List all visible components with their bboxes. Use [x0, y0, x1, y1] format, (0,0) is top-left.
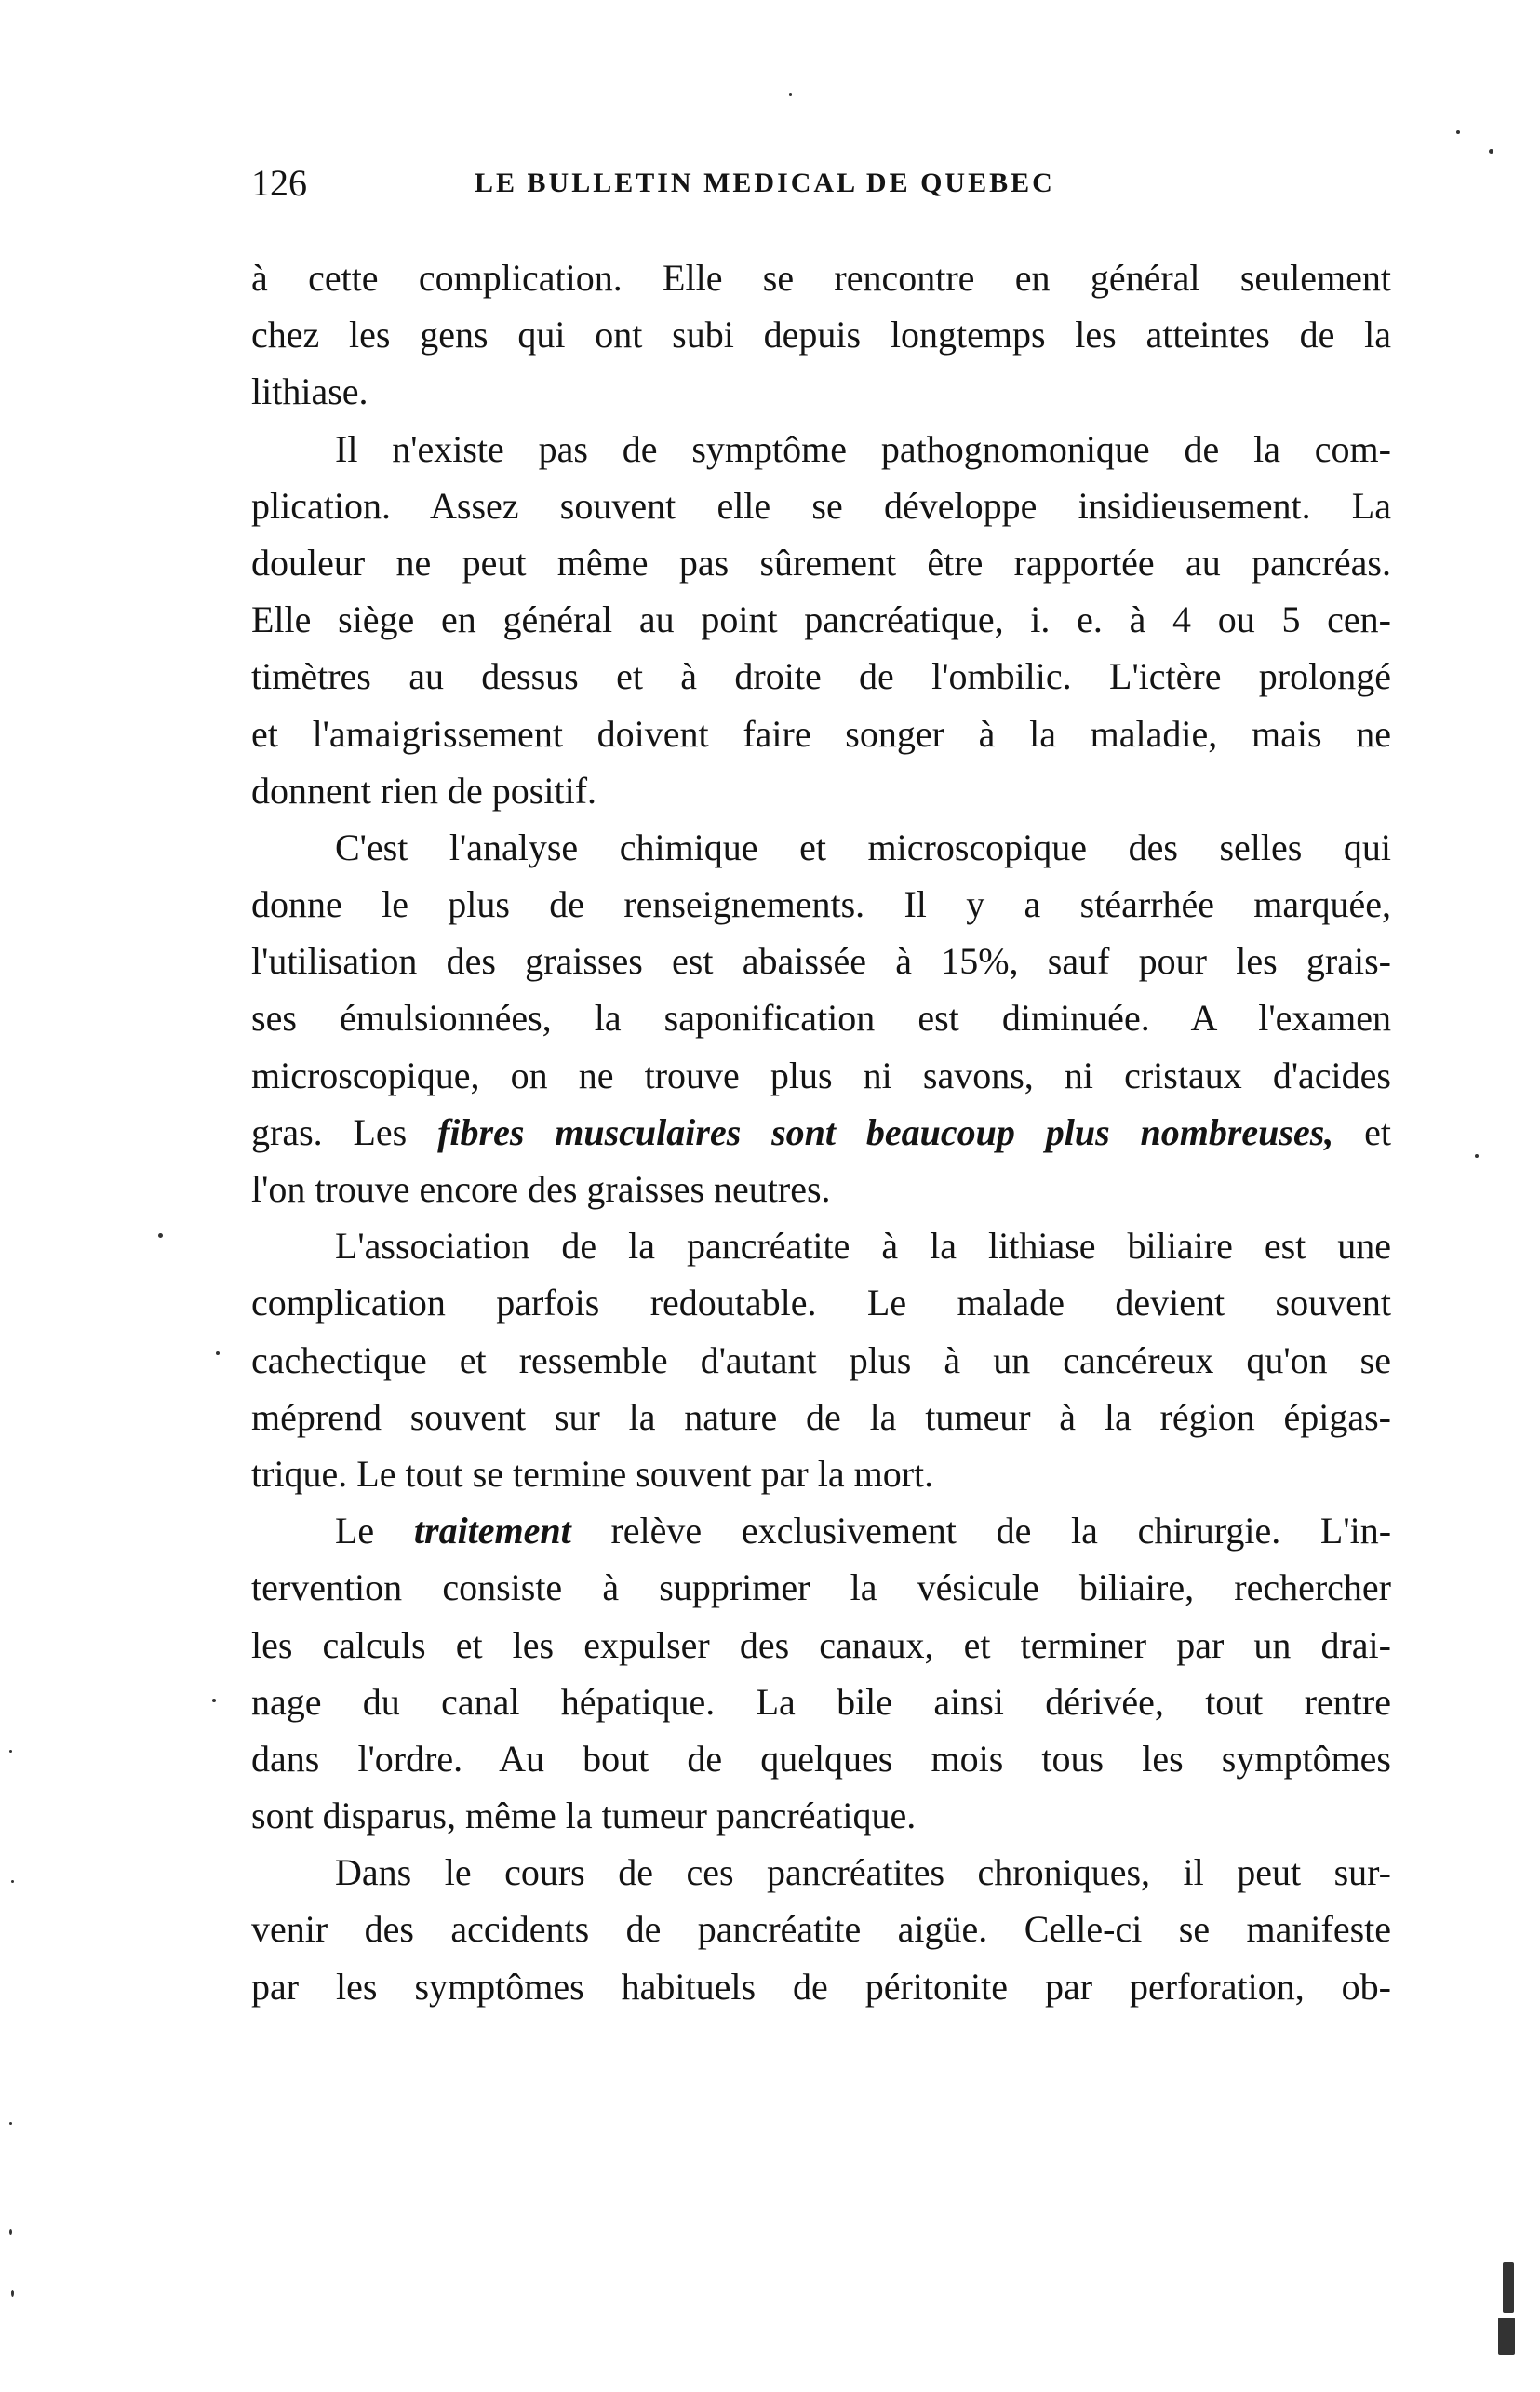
text-line: dans l'ordre. Au bout de quelques mois tous les symptômes: [251, 1737, 1391, 1780]
scan-speck: [212, 1699, 216, 1702]
text-line: lithiase.: [251, 370, 368, 413]
text-line: à cette complication. Elle se rencontre en général seulement: [251, 257, 1391, 299]
scan-speck: [1456, 130, 1460, 134]
text-line: les calculs et les expulser des canaux, et terminer par un drai-: [251, 1623, 1391, 1666]
text-line: tervention consiste à supprimer la vésicule biliaire, rechercher: [251, 1566, 1391, 1609]
text-line: plication. Assez souvent elle se développe insidieusement. La: [251, 484, 1391, 527]
text-line: donne le plus de renseignements. Il y a stéarrhée marquée,: [251, 883, 1391, 926]
text-line-with-italic: [251, 1502, 1391, 1559]
body-text: [251, 249, 1391, 2015]
text-line: l'on trouve encore des graisses neutres.: [251, 1168, 831, 1210]
text-line: méprend souvent sur la nature de la tumeur à la région épigas-: [251, 1395, 1391, 1438]
scan-speck: [9, 2229, 12, 2235]
scan-speck: [9, 1750, 12, 1753]
scan-speck: [9, 2122, 12, 2125]
text-line: C'est l'analyse chimique et microscopique des selles qui: [335, 826, 1391, 868]
scan-speck: [1498, 2318, 1515, 2355]
text-line-with-italic: [251, 1104, 1391, 1161]
text-run: et: [1333, 1110, 1391, 1153]
running-head: [251, 160, 1391, 207]
text-line: nage du canal hépatique. La bile ainsi dérivée, tout rentre: [251, 1680, 1391, 1723]
text-run: gras. Les: [251, 1110, 438, 1153]
text-line: cachectique et ressemble d'autant plus à un cancéreux qu'on se: [251, 1338, 1391, 1381]
text-line: Il n'existe pas de symptôme pathognomonique de la com-: [335, 427, 1391, 470]
scan-speck: [216, 1351, 220, 1355]
scan-speck: [11, 2290, 14, 2297]
scan-speck: [1503, 2262, 1514, 2313]
text-line: donnent rien de positif.: [251, 769, 597, 812]
text-line: venir des accidents de pancréatite aigüe. Celle-ci se manifeste: [251, 1908, 1391, 1951]
text-line: douleur ne peut même pas sûrement être rapportée au pancréas.: [251, 541, 1391, 584]
page-number: 126: [251, 162, 307, 204]
italic-emphasis: traitement: [413, 1510, 571, 1552]
text-line: complication parfois redoutable. Le malade devient souvent: [251, 1282, 1391, 1324]
text-line: microscopique, on ne trouve plus ni savons, ni cristaux d'acides: [251, 1054, 1391, 1096]
scan-speck: [11, 1880, 14, 1883]
text-line: sont disparus, même la tumeur pancréatique.: [251, 1794, 917, 1837]
scan-speck: [1475, 1154, 1479, 1158]
text-line: l'utilisation des graisses est abaissée à 15%, sauf pour les grais-: [251, 940, 1391, 983]
text-line: timètres au dessus et à droite de l'ombilic. L'ictère prolongé: [251, 655, 1391, 698]
text-run: relève exclusivement de la chirurgie. L'in-: [570, 1510, 1392, 1552]
scan-speck: [1489, 149, 1493, 154]
text-line: Elle siège en général au point pancréatique, i. e. à 4 ou 5 cen-: [251, 598, 1391, 641]
text-run: Le: [335, 1510, 414, 1552]
text-line: et l'amaigrissement doivent faire songer à la maladie, mais ne: [251, 712, 1391, 755]
text-line: L'association de la pancréatite à la lithiase biliaire est une: [335, 1225, 1391, 1268]
text-line: par les symptômes habituels de péritonite par perforation, ob-: [251, 1965, 1391, 2008]
italic-emphasis: fibres musculaires sont beaucoup plus nombreuses,: [437, 1110, 1334, 1153]
text-line: Dans le cours de ces pancréatites chroniques, il peut sur-: [335, 1851, 1391, 1894]
journal-title: LE BULLETIN MEDICAL DE QUEBEC: [475, 168, 1055, 198]
scan-speck: [158, 1233, 163, 1238]
text-line: chez les gens qui ont subi depuis longtemps les atteintes de la: [251, 314, 1391, 356]
scan-speck: [789, 93, 792, 96]
text-line: trique. Le tout se termine souvent par la mort.: [251, 1452, 934, 1495]
text-line: ses émulsionnées, la saponification est diminuée. A l'examen: [251, 997, 1391, 1040]
